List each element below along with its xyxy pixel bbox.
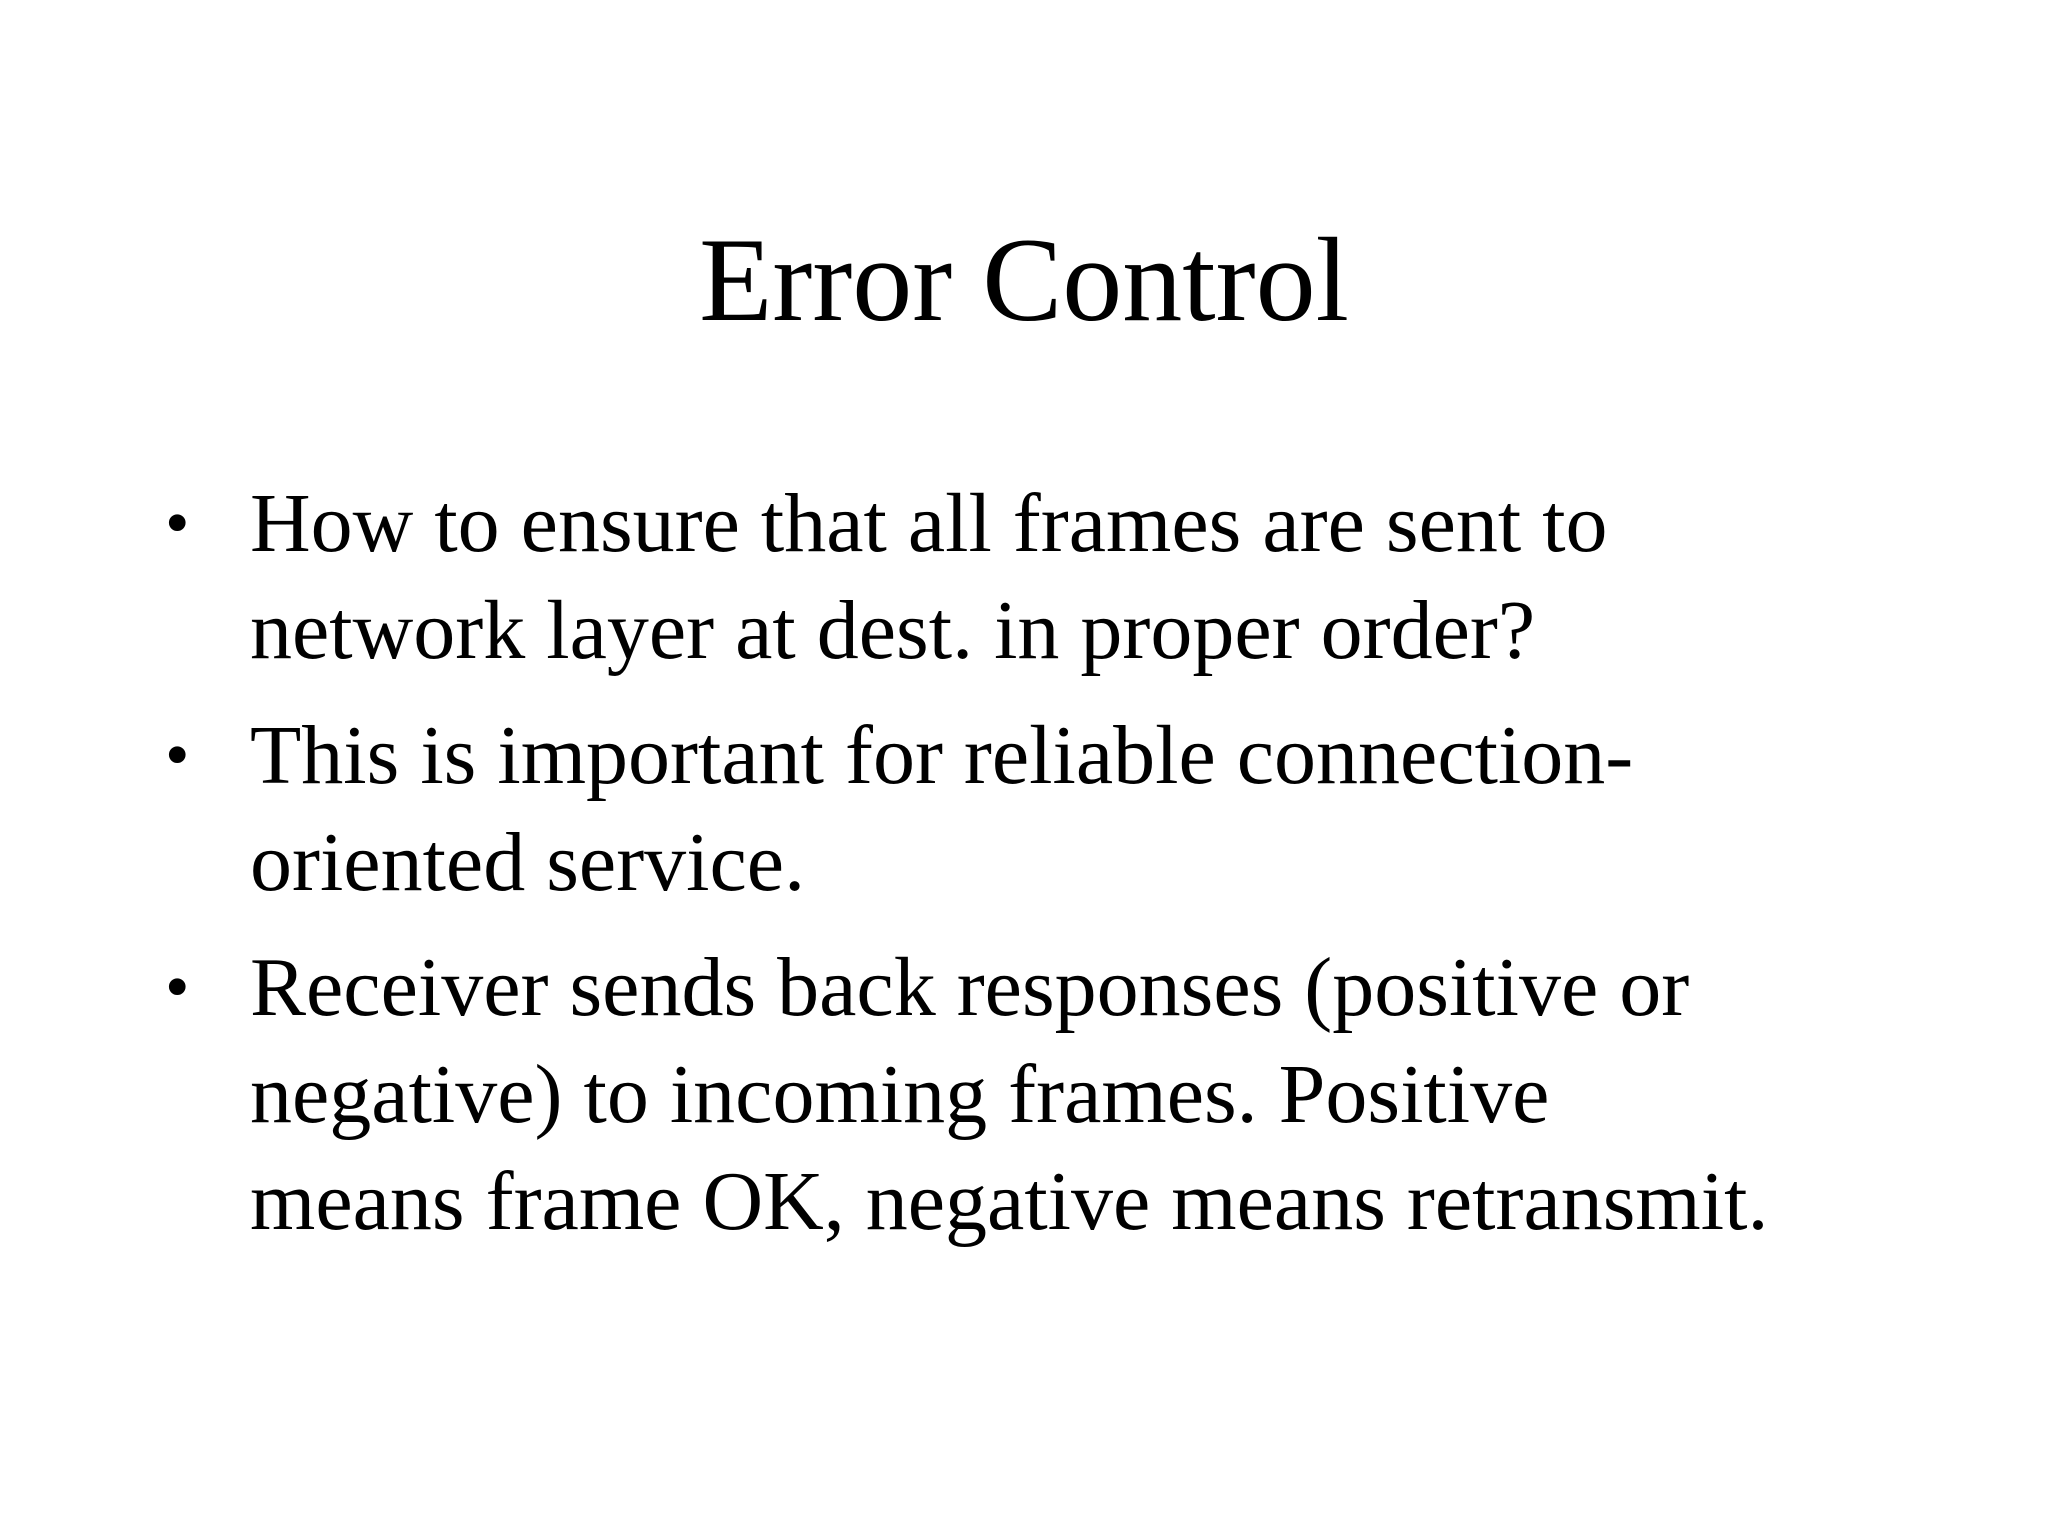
bullet-list bbox=[165, 470, 1985, 1273]
bullet-marker: • bbox=[165, 485, 190, 562]
bullet-text-line: network layer at dest. in proper order? bbox=[250, 584, 1536, 677]
bullet-item-3 bbox=[165, 934, 1985, 1255]
bullet-text-line: means frame OK, negative means retransmit. bbox=[250, 1155, 1769, 1248]
bullet-text-line: oriented service. bbox=[250, 816, 806, 909]
bullet-marker: • bbox=[165, 949, 190, 1026]
bullet-item-2 bbox=[165, 702, 1985, 916]
bullet-marker: • bbox=[165, 717, 190, 794]
bullet-item-1 bbox=[165, 470, 1985, 684]
bullet-text-line: How to ensure that all frames are sent to bbox=[250, 477, 1608, 570]
bullet-text-line: negative) to incoming frames. Positive bbox=[250, 1048, 1550, 1141]
bullet-text-line: Receiver sends back responses (positive or bbox=[250, 941, 1690, 1034]
bullet-text-line: This is important for reliable connection- bbox=[250, 709, 1634, 802]
slide-title: Error Control bbox=[699, 213, 1349, 346]
